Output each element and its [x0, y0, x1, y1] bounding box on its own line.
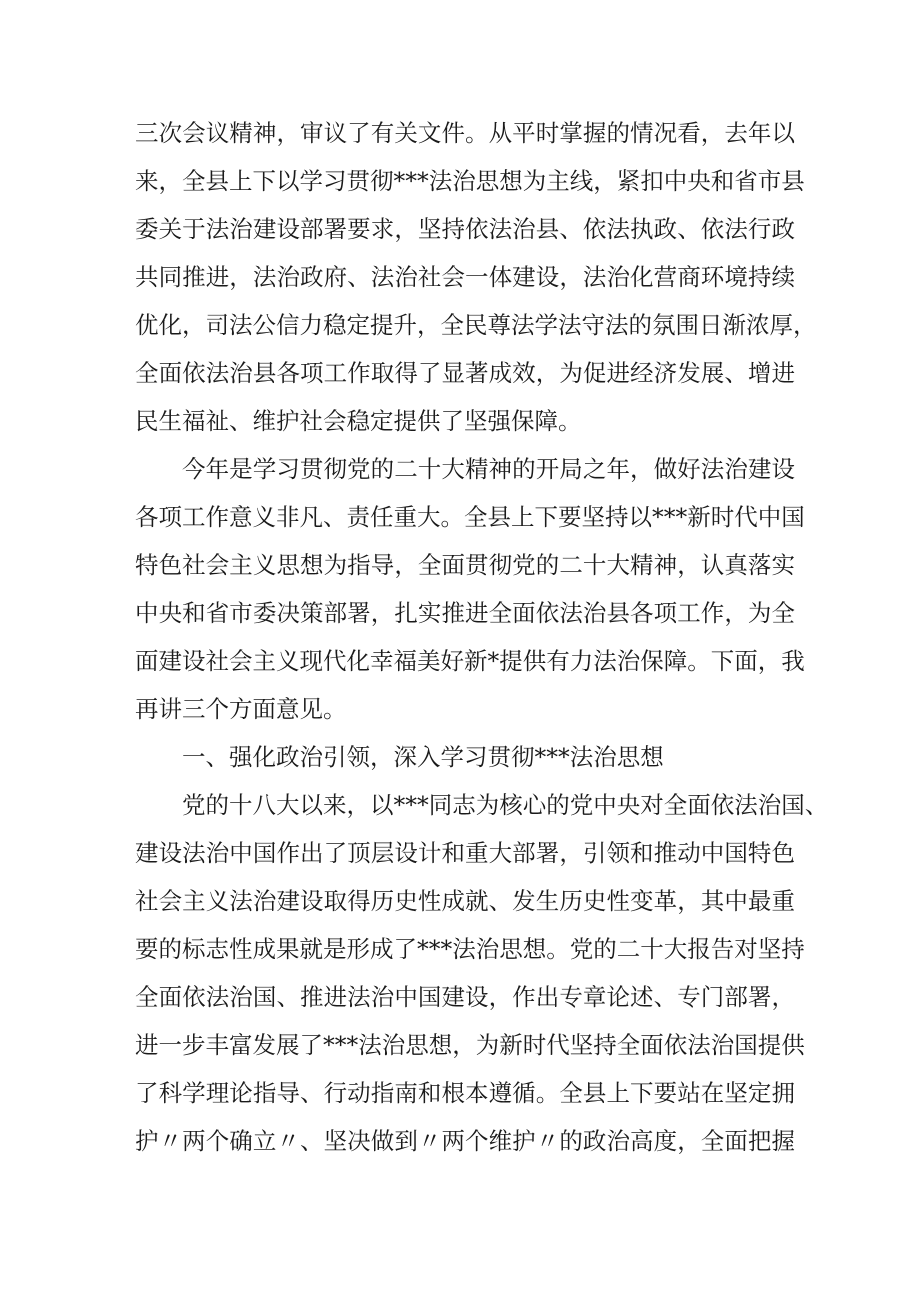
- text-line: 中央和省市委决策部署，扎实推进全面依法治县各项工作，为全: [135, 599, 795, 627]
- text-line: 优化，司法公信力稳定提升，全民尊法学法守法的氛围日渐浓厚，: [135, 311, 817, 339]
- text-line: 全面依法治县各项工作取得了显著成效，为促进经济发展、增进: [135, 359, 795, 387]
- text-line: 特色社会主义思想为指导，全面贯彻党的二十大精神，认真落实: [135, 551, 795, 579]
- text-line: 全面依法治国、推进法治中国建设，作出专章论述、专门部署，: [135, 983, 795, 1011]
- text-line: 共同推进，法治政府、法治社会一体建设，法治化营商环境持续: [135, 263, 795, 291]
- text-line: 再讲三个方面意见。: [135, 695, 347, 723]
- body-text: [135, 109, 829, 1165]
- text-line: 委关于法治建设部署要求，坚持依法治县、依法执政、依法行政: [135, 215, 795, 243]
- text-line: 民生福祉、维护社会稳定提供了坚强保障。: [135, 407, 582, 435]
- text-line: 了科学理论指导、行动指南和根本遵循。全县上下要站在坚定拥: [135, 1079, 795, 1107]
- text-line: 各项工作意义非凡、责任重大。全县上下要坚持以***新时代中国: [135, 503, 805, 531]
- text-line: 来，全县上下以学习贯彻***法治思想为主线，紧扣中央和省市县: [135, 167, 805, 195]
- text-line: 社会主义法治建设取得历史性成就、发生历史性变革，其中最重: [135, 887, 795, 915]
- text-line: 进一步丰富发展了***法治思想，为新时代坚持全面依法治国提供: [135, 1031, 805, 1059]
- paragraph-first-line: 今年是学习贯彻党的二十大精神的开局之年，做好法治建设: [182, 455, 795, 483]
- section-heading: 一、强化政治引领，深入学习贯彻***法治思想: [182, 743, 664, 771]
- text-line: 护〃两个确立〃、坚决做到〃两个维护〃的政治高度，全面把握: [135, 1127, 795, 1155]
- text-line: 面建设社会主义现代化幸福美好新*提供有力法治保障。下面，我: [135, 647, 805, 675]
- text-line: 要的标志性成果就是形成了***法治思想。党的二十大报告对坚持: [135, 935, 805, 963]
- text-line: 建设法治中国作出了顶层设计和重大部署，引领和推动中国特色: [135, 839, 795, 867]
- paragraph-first-line: 党的十八大以来，以***同志为核心的党中央对全面依法治国、: [182, 791, 829, 819]
- text-line: 三次会议精神，审议了有关文件。从平时掌握的情况看，去年以: [135, 119, 795, 147]
